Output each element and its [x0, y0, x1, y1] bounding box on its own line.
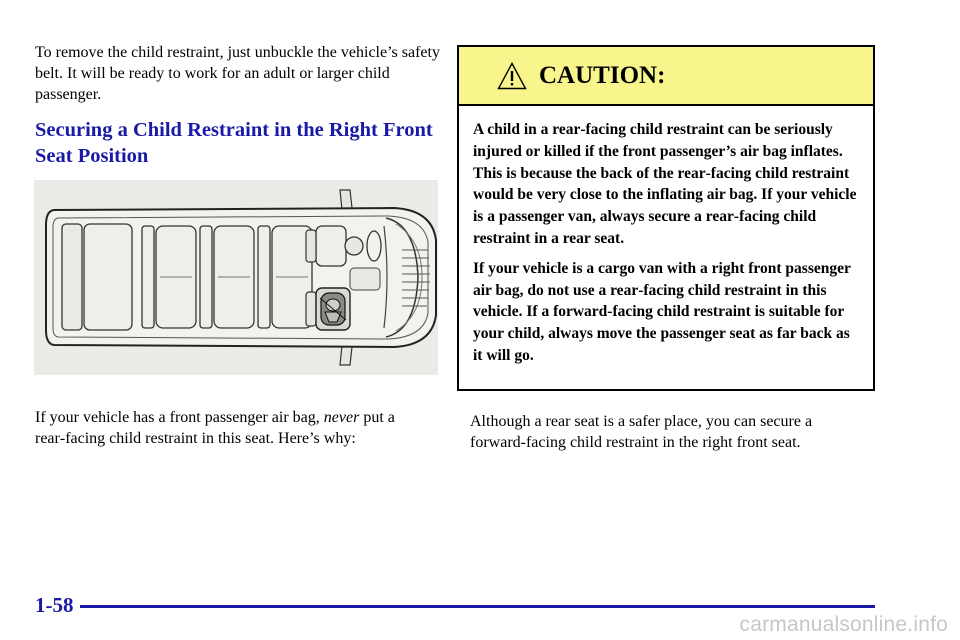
- airbag-text-before: If your vehicle has a front passenger air bag,: [35, 409, 324, 426]
- after-caution-paragraph: Although a rear seat is a safer place, you can secure a forward‑facing child restraint in the right front seat.: [470, 413, 813, 451]
- caution-paragraph: If your vehicle is a cargo van with a right front passenger air bag, do not use a rear‑facing child restraint in this vehicle. If a forward‑facing child restraint is suitable for your child, always move the passenger seat as far back as it will go.: [473, 259, 851, 364]
- van-top-view-icon: [34, 180, 438, 375]
- page-number: 1-58: [35, 593, 74, 617]
- intro-paragraph: To remove the child restraint, just unbuckle the vehicle’s safety belt. It will be ready to work for an adult or larger child passenger.: [35, 44, 440, 103]
- warning-triangle-icon: [497, 62, 527, 90]
- watermark: carmanualsonline.info: [739, 613, 948, 636]
- van-illustration: [34, 180, 438, 375]
- airbag-text-after: put a rear‑facing child restraint in this seat. Here’s why:: [35, 409, 395, 447]
- footer-rule: [80, 605, 875, 608]
- never-emphasis: never: [323, 409, 360, 426]
- caution-title: CAUTION:: [539, 62, 666, 89]
- airbag-paragraph: [35, 407, 445, 449]
- caution-paragraph: A child in a rear‑facing child restraint can be seriously injured or killed if the front passenger’s air bag inflates. This is because the back of the rear‑facing child restraint would be very close to the inflating air bag. If your vehicle is a passenger van, always secure a rear‑facing child restraint in a rear seat.: [473, 121, 857, 247]
- caution-box: [457, 45, 875, 391]
- section-heading: Securing a Child Restraint in the Right Front Seat Position: [35, 119, 433, 167]
- caution-header: [459, 47, 873, 106]
- caution-body: [459, 106, 873, 367]
